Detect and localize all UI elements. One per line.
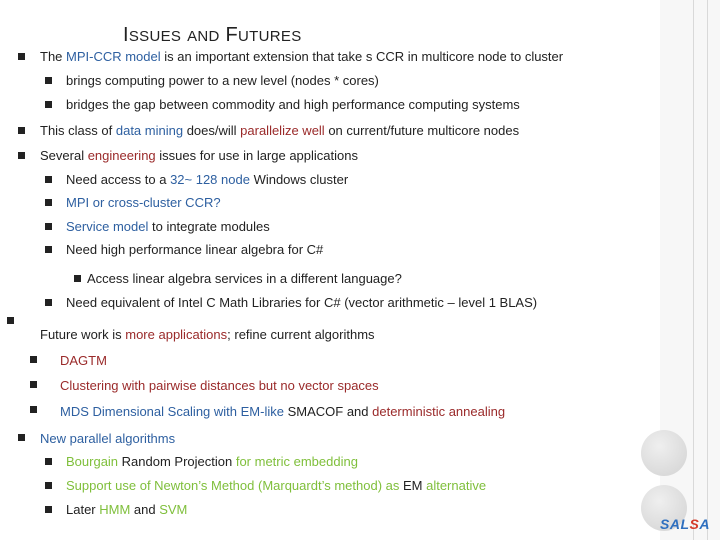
bullet-icon xyxy=(45,77,52,84)
bullet-icon xyxy=(18,434,25,441)
bullet-icon xyxy=(45,458,52,465)
bullet-text: Future work is more applications; refine current algorithms xyxy=(40,327,375,342)
bullet-icon xyxy=(45,199,52,206)
salsa-logo: SALSA xyxy=(660,516,710,532)
bullet-text: Need high performance linear algebra for C# xyxy=(66,242,324,257)
divider-line xyxy=(693,0,694,540)
bullet-icon xyxy=(30,356,37,363)
bullet-text: brings computing power to a new level (nodes * cores) xyxy=(66,73,379,88)
divider-line xyxy=(707,0,708,540)
bullet-text: DAGTM xyxy=(60,353,107,368)
bullet-icon xyxy=(45,223,52,230)
bullet-icon xyxy=(45,506,52,513)
decorative-circle xyxy=(641,430,687,476)
bullet-text: The MPI-CCR model is an important extension that take s CCR in multicore node to cluster xyxy=(40,49,564,64)
bullet-icon xyxy=(45,246,52,253)
bullet-text: This class of data mining does/will parallelize well on current/future multicore nodes xyxy=(40,123,520,138)
slide-title: ISSUES AND FUTURES xyxy=(123,24,302,46)
bullet-icon xyxy=(18,53,25,60)
bullet-text: MDS Dimensional Scaling with EM-like SMACOF and deterministic annealing xyxy=(60,404,506,419)
bullet-icon xyxy=(30,406,37,413)
bullet-text: Later HMM and SVM xyxy=(66,502,188,517)
bullet-text: Clustering with pairwise distances but no vector spaces xyxy=(60,378,379,393)
bullet-icon xyxy=(45,176,52,183)
bullet-text: Need equivalent of Intel C Math Libraries for C# (vector arithmetic – level 1 BLAS) xyxy=(66,295,538,310)
bullet-text: Support use of Newton’s Method (Marquardt’s method) as EM alternative xyxy=(66,478,487,493)
bullet-text: MPI or cross-cluster CCR? xyxy=(66,195,221,210)
bullet-text: Service model to integrate modules xyxy=(66,219,270,234)
bullet-icon xyxy=(30,381,37,388)
bullet-icon xyxy=(18,152,25,159)
bullet-text: Several engineering issues for use in large applications xyxy=(40,148,358,163)
bullet-icon xyxy=(45,101,52,108)
bullet-text: New parallel algorithms xyxy=(40,431,176,446)
bullet-icon xyxy=(45,482,52,489)
bullet-text: Access linear algebra services in a different language? xyxy=(87,271,402,286)
bullet-icon xyxy=(45,299,52,306)
bullet-text: bridges the gap between commodity and high performance computing systems xyxy=(66,97,520,112)
bullet-icon xyxy=(7,317,14,324)
bullet-icon xyxy=(18,127,25,134)
bullet-text: Bourgain Random Projection for metric embedding xyxy=(66,454,358,469)
bullet-icon xyxy=(74,275,81,282)
bullet-text: Need access to a 32~ 128 node Windows cluster xyxy=(66,172,349,187)
